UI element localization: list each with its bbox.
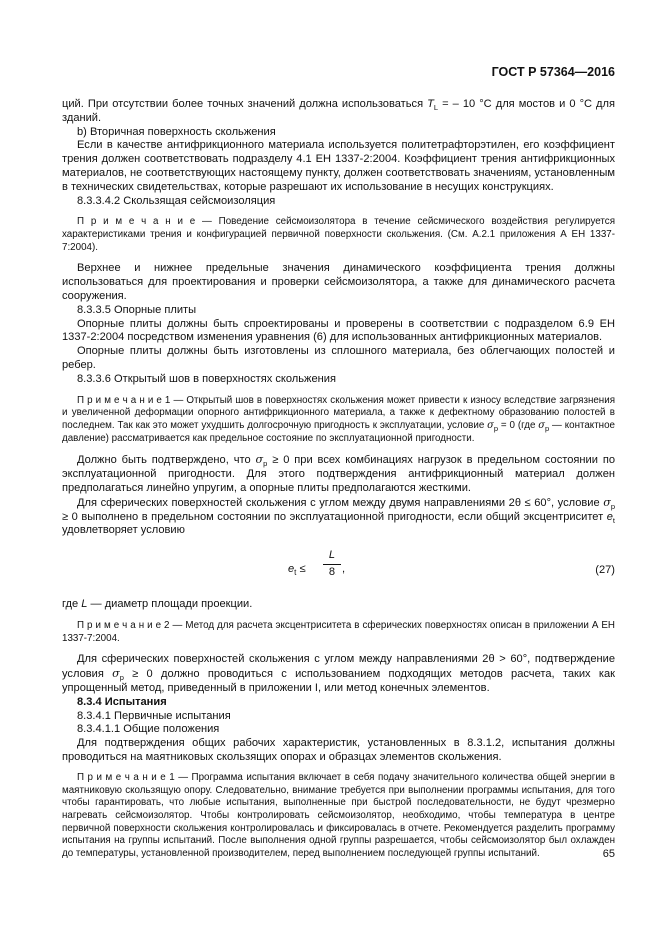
friction-limits-paragraph: Верхнее и нижнее предельные значения динамического коэффициента трения должны использоваться для проектирования и проверки сейсмоизолятора, а также для динамического расчета сооружения. bbox=[62, 262, 615, 303]
equation-lhs: $e_t$ ≤ bbox=[288, 563, 306, 578]
equation-expression: $e_t$ ≤ L 8 , bbox=[288, 549, 378, 595]
page-number: 65 bbox=[602, 848, 615, 860]
equation-number: (27) bbox=[595, 564, 615, 577]
where-l-paragraph: где L — диаметр площади проекции. bbox=[62, 598, 253, 611]
secondary-surface-heading: b) Вторичная поверхность скольжения bbox=[77, 125, 276, 138]
spherical-small-angle-paragraph: Для сферических поверхностей скольжения с углом между двумя направлениями 2θ ≤ 60°, условие $\sigma_p \ge 0$ выполнено в предельном состоянии по эксплуатационной пригодности, если общий эксцентриситет $e_t$ удовлетворяет условию bbox=[62, 495, 615, 537]
note-2-eccentricity: П р и м е ч а н и е 2 — Метод для расчета эксцентриситета в сферических поверхностях описан в приложении А ЕН 1337-7:2004. bbox=[62, 620, 616, 644]
ptfe-friction-paragraph: Если в качестве антифрикционного материала используется политетрафторэтилен, его коэффициент трения должен соответствовать подразделу 4.1 ЕН 1337-2:2004. Коэффициент трения антифрикционных материалов, не соответствующих настоящему пункту, должен соответствовать значениям, установленным в технических свидетельствах, которые разрешают их использование в несущих конструкциях. bbox=[62, 139, 615, 193]
page-body bbox=[62, 98, 615, 861]
section-8-3-3-6: 8.3.3.6 Открытый шов в поверхностях скольжения bbox=[77, 372, 336, 385]
section-8-3-4-1-1: 8.3.4.1.1 Общие положения bbox=[77, 723, 220, 736]
standard-designation: ГОСТ Р 57364—2016 bbox=[491, 65, 615, 79]
equation-27 bbox=[62, 546, 615, 598]
note-1-open-joint: П р и м е ч а н и е 1 — Открытый шов в поверхностях скольжения может привести к износу вследствие загрязнения и увеличенной деформации опорного антифрикционного материала, а также к дефектному образованию полостей в последнем. Так как это может ухудшить долгосрочную пригодность к эксплуатации, условие $\sigma_p = 0$ (где $\sigma_p$ — контактное давление) рассматривается как предельное состояние по эксплуатационной пригодности. bbox=[62, 394, 615, 444]
plates-solid-paragraph: Опорные плиты должны быть изготовлены из сплошного материала, без облегчающих полостей и ребер. bbox=[62, 345, 615, 372]
tests-general-paragraph: Для подтверждения общих рабочих характеристик, установленных в 8.3.1.2, испытания должны проводиться на маятниковых скользящих опорах и образцах элементов скольжения. bbox=[62, 737, 615, 764]
note-1-test-program: П р и м е ч а н и е 1 — Программа испытания включает в себя подачу значительного количества общей энергии в маятниковую скользящую опору. Следовательно, внимание требуется при выполнении программы испытания, для того чтобы гарантировать, что любые испытания, выполненные при быстрой последовательности, не будут чрезмерно нагревать сейсмоизолятор. Чтобы контролировать сейсмоизолятор, необходимо, чтобы температура в центре первичной поверхности скольжения контролировалась и фиксировалась в отчете. Рекомендуется разделить программу испытания на группы испытаний. После выполнения одной группы разрешается, чтобы сейсмоизолятор был охлажден до температуры, установленной производителем, перед выполнением последующей группы испытаний. bbox=[62, 771, 615, 860]
spherical-large-angle-paragraph: Для сферических поверхностей скольжения с углом между направлениями 2θ > 60°, подтверждение условия $\sigma_p \ge 0$ должно проводиться с использованием подходящих методов расчета, таких как упрощенный метод, приведенный в приложении I, или метод конечных элементов. bbox=[62, 653, 615, 695]
note-sliding-isolation: П р и м е ч а н и е — Поведение сейсмоизолятора в течение сейсмического воздействия регулируется характеристиками трения и конфигурацией первичной поверхности скольжения. (См. А.2.1 приложения А ЕН 1337-7:2004). bbox=[62, 216, 616, 253]
plates-design-paragraph: Опорные плиты должны быть спроектированы и проверены в соответствии с подразделом 6.9 ЕН 1337-2:2004 посредством изменения уравнения (6) для использованных антифрикционных материалов. bbox=[62, 317, 615, 344]
equation-fraction: L 8 bbox=[323, 549, 341, 581]
section-8-3-4-1: 8.3.4.1 Первичные испытания bbox=[77, 709, 231, 722]
section-8-3-3-5: 8.3.3.5 Опорные плиты bbox=[77, 303, 197, 316]
section-8-3-3-4-2: 8.3.3.4.2 Скользящая сейсмоизоляция bbox=[77, 194, 276, 207]
continuation-paragraph: ций. При отсутствии более точных значений должна использоваться $T_L$ = – 10 °C для мостов и 0 °C для зданий. bbox=[62, 98, 616, 124]
confirm-sigma-paragraph: Должно быть подтверждено, что $\sigma_p \ge 0$ при всех комбинациях нагрузок в предельном состоянии по эксплуатационной пригодности. Для этого подтверждения антифрикционный материал должен предполагаться линейно упругим, а опорные плиты предполагаются жесткими. bbox=[62, 453, 615, 495]
section-8-3-4: 8.3.4 Испытания bbox=[77, 695, 167, 708]
